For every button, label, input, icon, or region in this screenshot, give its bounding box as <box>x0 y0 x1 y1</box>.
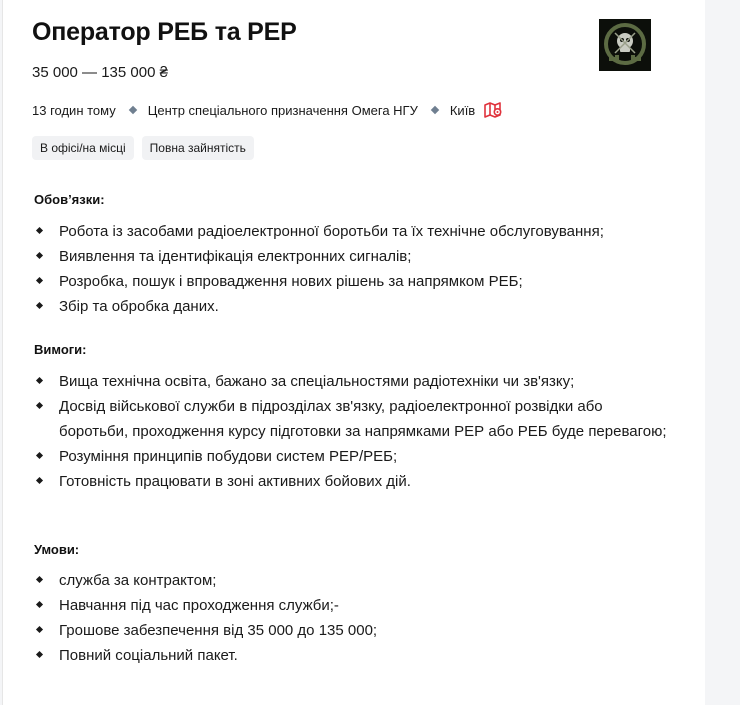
list-item: Розробка, пошук і впровадження нових рішень за напрямком РЕБ; <box>34 269 674 294</box>
tag-employment-type: Повна зайнятість <box>142 136 254 160</box>
vacancy-card <box>2 0 705 705</box>
list-item: Вища технічна освіта, бажано за спеціальностями радіотехніки чи зв'язку; <box>34 369 674 394</box>
list-item: Досвід військової служби в підрозділах зв'язку, радіоелектронної розвідки або боротьби, проходження курсу підготовки за напрямками РЕР або РЕБ буде перевагою; <box>34 394 674 444</box>
posted-time: 13 годин тому <box>32 102 116 118</box>
separator-dot <box>431 106 439 114</box>
list-item: Робота із засобами радіоелектронної боротьби та їх технічне обслуговування; <box>34 219 674 244</box>
vacancy-title: Оператор РЕБ та РЕР <box>32 18 297 46</box>
company-logo[interactable] <box>599 19 651 71</box>
requirements-heading: Вимоги: <box>34 342 87 357</box>
list-item: Повний соціальний пакет. <box>34 643 674 668</box>
conditions-list <box>34 568 674 668</box>
list-item: Навчання під час проходження служби;- <box>34 593 674 618</box>
list-item: Виявлення та ідентифікація електронних сигналів; <box>34 244 674 269</box>
duties-list <box>34 219 674 319</box>
requirements-list <box>34 369 674 494</box>
list-item: Розуміння принципів побудови систем РЕР/РЕБ; <box>34 444 674 469</box>
list-item: Збір та обробка даних. <box>34 294 674 319</box>
list-item: Готовність працювати в зоні активних бойових дій. <box>34 469 674 494</box>
salary-range: 35 000 — 135 000 ₴ <box>32 64 168 81</box>
list-item: служба за контрактом; <box>34 568 674 593</box>
company-link[interactable]: Центр спеціального призначення Омега НГУ <box>147 102 418 118</box>
city-label: Київ <box>449 102 476 118</box>
map-pin-icon[interactable] <box>483 101 503 119</box>
tag-list <box>32 136 254 160</box>
separator-dot <box>128 106 136 114</box>
list-item: Грошове забезпечення від 35 000 до 135 000; <box>34 618 674 643</box>
duties-heading: Обов’язки: <box>34 192 105 207</box>
vacancy-meta <box>32 101 503 119</box>
skull-emblem-icon <box>599 19 651 71</box>
tag-work-location: В офісі/на місці <box>32 136 134 160</box>
conditions-heading: Умови: <box>34 542 80 557</box>
